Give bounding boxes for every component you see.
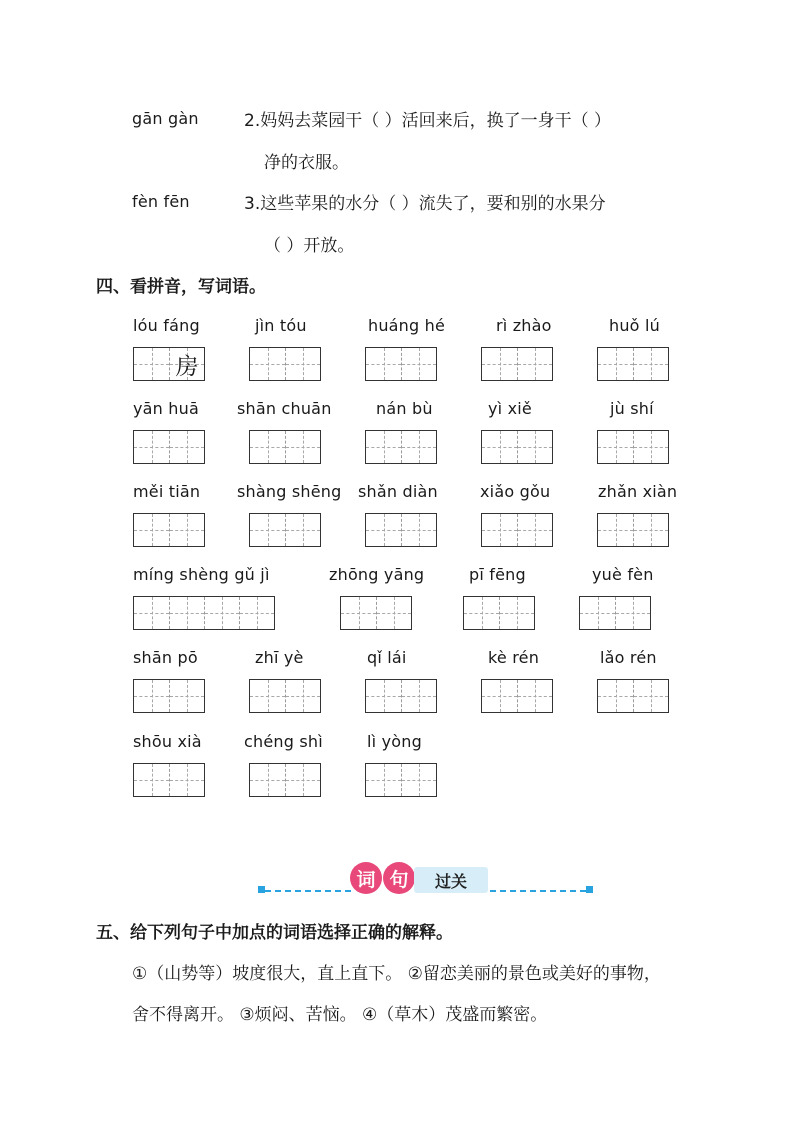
writing-grid[interactable] [365,513,437,547]
writing-cell[interactable] [169,764,204,796]
writing-grid[interactable] [249,430,321,464]
sample-character: 房 [175,353,199,380]
writing-grid[interactable] [249,763,321,797]
writing-cell[interactable] [517,431,552,463]
pinyin-label: yuè fèn [592,565,654,584]
writing-cell[interactable] [169,597,204,629]
writing-cell[interactable] [250,514,285,546]
writing-cell[interactable] [250,348,285,380]
writing-grid[interactable] [597,513,669,547]
pinyin-label: jìn tóu [255,316,307,335]
question-2-line1: 2.妈妈去菜园干（ ）活回来后，换了一身干（ ） [244,111,612,131]
pinyin-label: kè rén [488,648,540,667]
pinyin-label: shǎn diàn [358,482,438,501]
writing-cell[interactable] [169,431,204,463]
writing-grid[interactable] [597,347,669,381]
writing-cell[interactable] [598,514,633,546]
writing-grid[interactable] [249,347,321,381]
pinyin-label: lì yòng [367,732,422,751]
writing-cell[interactable] [401,514,436,546]
pinyin-label: zhǎn xiàn [598,482,678,501]
pinyin-label: yān huā [133,399,199,418]
writing-cell[interactable] [134,348,169,380]
writing-grid[interactable] [365,347,437,381]
writing-grid[interactable] [365,763,437,797]
pinyin-label: xiǎo gǒu [480,482,551,501]
writing-cell[interactable] [401,431,436,463]
writing-grid[interactable] [481,679,553,713]
writing-grid[interactable] [481,430,553,464]
writing-cell[interactable] [633,680,668,712]
question-2-line2: 净的衣服。 [264,153,349,173]
writing-cell[interactable] [482,514,517,546]
pinyin-label: yì xiě [488,399,532,418]
writing-cell[interactable] [517,514,552,546]
banner-label: 过关 [414,867,488,893]
writing-cell[interactable] [250,764,285,796]
writing-cell[interactable] [401,680,436,712]
writing-cell[interactable] [285,514,320,546]
pinyin-label: huǒ lú [609,316,660,335]
writing-cell[interactable] [633,431,668,463]
writing-cell[interactable] [285,680,320,712]
writing-cell[interactable] [464,597,499,629]
pinyin-label: shàng shēng [237,482,342,501]
pinyin-label: huáng hé [368,316,446,335]
pinyin-label: shān pō [133,648,198,667]
writing-grid[interactable] [133,763,205,797]
pinyin-label: měi tiān [133,482,201,501]
writing-cell[interactable] [134,514,169,546]
banner-ci-badge: 词 [350,862,382,894]
writing-cell[interactable] [517,348,552,380]
writing-grid[interactable] [365,430,437,464]
writing-grid[interactable] [249,513,321,547]
banner-dot-right [586,886,593,893]
pinyin-label: nán bù [376,399,433,418]
writing-grid[interactable] [340,596,412,630]
writing-grid[interactable] [597,430,669,464]
banner-line-right [490,890,586,892]
writing-cell[interactable] [204,597,239,629]
writing-cell[interactable] [134,680,169,712]
pinyin-label: shān chuān [237,399,332,418]
writing-cell[interactable] [134,431,169,463]
writing-cell[interactable] [239,597,274,629]
question-3-line1: 3.这些苹果的水分（ ）流失了，要和别的水果分 [244,194,606,214]
writing-cell[interactable] [376,597,411,629]
writing-cell[interactable] [250,431,285,463]
writing-grid[interactable] [579,596,651,630]
writing-cell[interactable] [169,514,204,546]
writing-grid[interactable] [597,679,669,713]
pinyin-label: shōu xià [133,732,202,751]
writing-cell[interactable] [285,431,320,463]
writing-cell[interactable] [341,597,376,629]
writing-cell[interactable] [134,597,169,629]
banner-ju-badge: 句 [383,862,415,894]
writing-grid[interactable] [481,513,553,547]
writing-cell[interactable] [482,680,517,712]
pinyin-label: míng shèng gǔ jì [133,565,270,584]
writing-grid[interactable] [133,596,275,630]
pinyin-label: qǐ lái [367,648,407,667]
writing-cell[interactable] [401,348,436,380]
writing-cell[interactable] [366,348,401,380]
pinyin-fen-fen: fèn fēn [132,192,190,211]
question-3-line2: （ ）开放。 [264,236,355,256]
section-4-heading: 四、看拼音，写词语。 [96,277,266,297]
banner-dot-left [258,886,265,893]
writing-grid[interactable] [133,347,205,381]
writing-cell[interactable] [366,514,401,546]
writing-cell[interactable] [250,680,285,712]
writing-cell[interactable] [169,348,204,380]
writing-cell[interactable] [615,597,650,629]
writing-grid[interactable] [365,679,437,713]
pinyin-gan-gan: gān gàn [132,109,199,128]
writing-grid[interactable] [249,679,321,713]
pinyin-label: lǎo rén [600,648,657,667]
writing-cell[interactable] [633,514,668,546]
writing-grid[interactable] [463,596,535,630]
section-5-line2: 舍不得离开。 ③烦闷、苦恼。 ④（草木）茂盛而繁密。 [132,1005,548,1025]
writing-cell[interactable] [598,348,633,380]
writing-cell[interactable] [580,597,615,629]
writing-cell[interactable] [598,431,633,463]
writing-cell[interactable] [482,431,517,463]
writing-cell[interactable] [169,680,204,712]
pinyin-label: zhī yè [255,648,304,667]
pinyin-label: jù shí [610,399,654,418]
writing-cell[interactable] [633,348,668,380]
writing-grid[interactable] [133,513,205,547]
pinyin-label: rì zhào [496,316,552,335]
writing-grid[interactable] [133,430,205,464]
pinyin-label: chéng shì [244,732,323,751]
writing-cell[interactable] [134,764,169,796]
writing-grid[interactable] [133,679,205,713]
banner-line-left [265,890,351,892]
writing-cell[interactable] [285,348,320,380]
pinyin-label: zhōng yāng [329,565,425,584]
section-5-heading: 五、给下列句子中加点的词语选择正确的解释。 [96,923,453,943]
writing-cell[interactable] [366,764,401,796]
writing-cell[interactable] [598,680,633,712]
writing-cell[interactable] [482,348,517,380]
writing-cell[interactable] [499,597,534,629]
writing-grid[interactable] [481,347,553,381]
pinyin-label: pī fēng [469,565,526,584]
section-5-line1: ①（山势等）坡度很大，直上直下。 ②留恋美丽的景色或美好的事物， [132,964,661,984]
writing-cell[interactable] [366,431,401,463]
pinyin-label: lóu fáng [133,316,200,335]
writing-cell[interactable] [401,764,436,796]
writing-cell[interactable] [517,680,552,712]
writing-cell[interactable] [366,680,401,712]
writing-cell[interactable] [285,764,320,796]
